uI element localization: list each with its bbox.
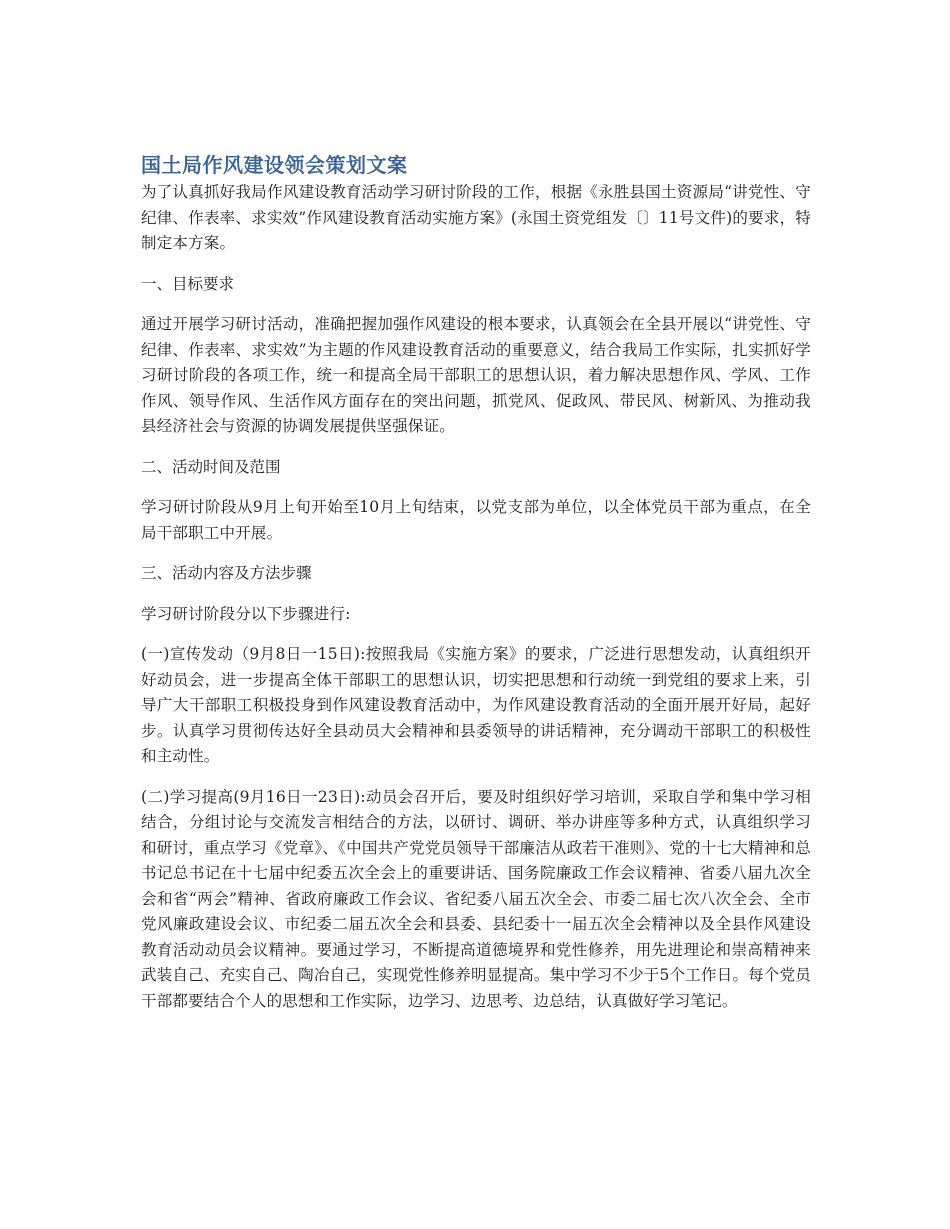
step-1-paragraph: (一)宣传发动（9月8日一15日):按照我局《实施方案》的要求，广泛进行思想发动，认真组织开好动员会，进一步提高全体干部职工的思想认识，切实把思想和行动统一到党组的要求上来，引导广大干部职工积极投身到作风建设教育活动中，为作风建设教育活动的全面开展开好局，起好步。认真学习贯彻传达好全县动员大会精神和县委领导的讲话精神，充分调动干部职工的积极性和主动性。 (141, 645, 811, 765)
steps-intro-paragraph: 学习研讨阶段分以下步骤进行: (141, 604, 351, 623)
section-heading-content-steps: 三、活动内容及方法步骤 (141, 564, 312, 582)
time-scope-paragraph: 学习研讨阶段从9月上旬开始至10月上旬结束，以党支部为单位，以全体党员干部为重点，在全局干部职工中开展。 (141, 498, 811, 542)
step-2-paragraph: (二)学习提高(9月16日一23日):动员会召开后，要及时组织好学习培训，采取自学和集中学习相结合，分组讨论与交流发言相结合的方法，以研讨、调研、举办讲座等多种方式，认真组织学习和研讨，重点学习《党章》、《中国共产党党员领导干部廉洁从政若干准则》、党的十七大精神和总书记总书记在十七届中纪委五次全会上的重要讲话、国务院廉政工作会议精神、省委八届九次全会和省“两会”精神、省政府廉政工作会议、省纪委八届五次全会、市委二届七次八次全会、全市党风廉政建设会议、市纪委二届五次全会和县委、县纪委十一届五次全会精神以及全县作风建设教育活动动员会议精神。要通过学习，不断提高道德境界和党性修养，用先进理论和崇高精神来武装自己、充实自己、陶冶自己，实现党性修养明显提高。集中学习不少于5个工作日。每个党员干部都要结合个人的思想和工作实际，边学习、边思考、边总结，认真做好学习笔记。 (141, 787, 811, 1010)
document-page (141, 150, 811, 1029)
document-title: 国土局作风建设领会策划文案 (141, 153, 408, 177)
intro-paragraph: 为了认真抓好我局作风建设教育活动学习研讨阶段的工作，根据《永胜县国土资源局“讲党性、守纪律、作表率、求实效”作风建设教育活动实施方案》(永国土资党组发〔〕11号文件)的要求，特制定本方案。 (141, 183, 811, 252)
section-heading-goals: 一、目标要求 (141, 274, 235, 293)
goals-paragraph: 通过开展学习研讨活动，准确把握加强作风建设的根本要求，认真领会在全县开展以“讲党性、守纪律、作表率、求实效”为主题的作风建设教育活动的重要意义，结合我局工作实际，扎实抓好学习研讨阶段的各项工作，统一和提高全局干部职工的思想认识，着力解决思想作风、学风、工作作风、领导作风、生活作风方面存在的突出问题，抓党风、促政风、带民风、树新风、为推动我县经济社会与资源的协调发展提供坚强保证。 (141, 315, 811, 435)
section-heading-time-scope: 二、活动时间及范围 (141, 457, 281, 476)
